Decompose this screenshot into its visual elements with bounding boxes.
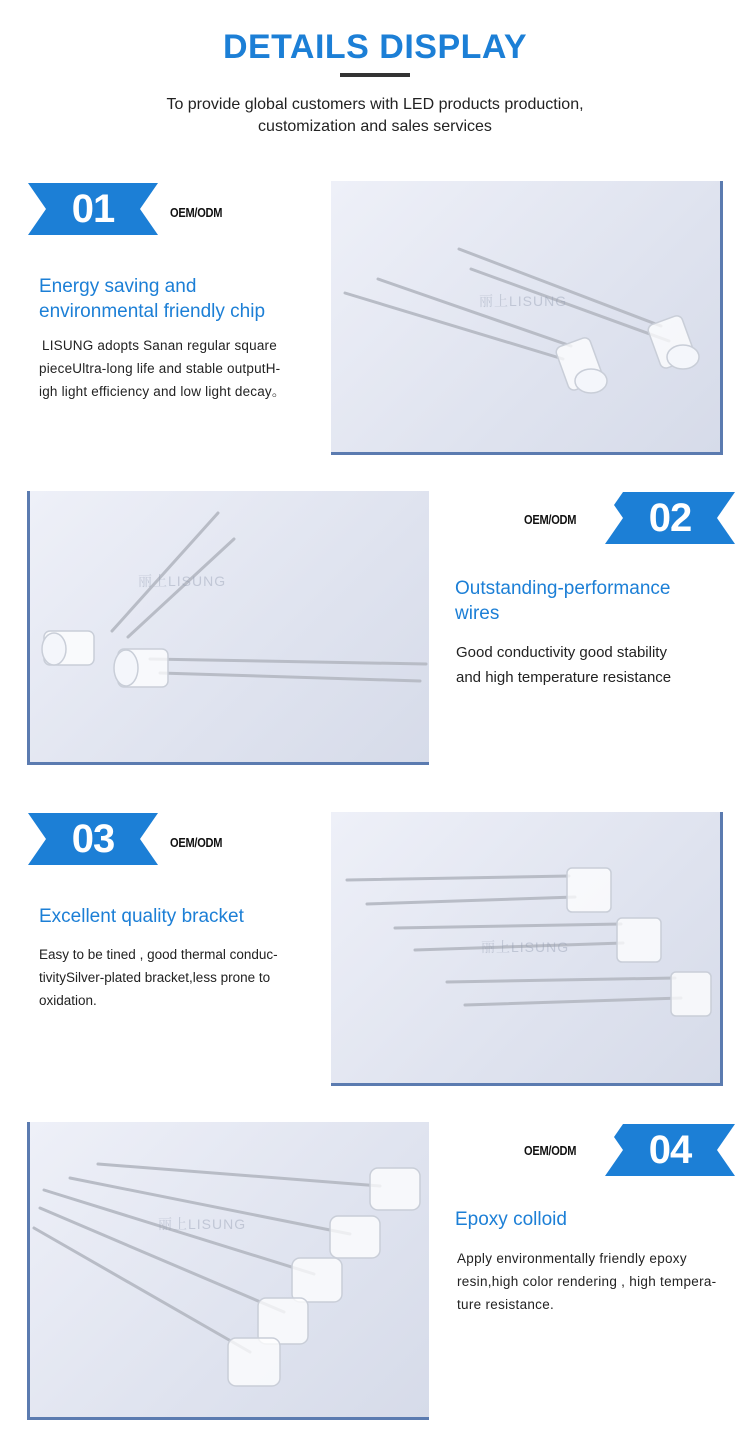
oem-odm-tag: OEM/ODM [170,205,223,220]
led-photo-02 [27,491,429,765]
section-number: 04 [648,1128,692,1172]
section-number: 02 [648,496,692,540]
section-heading [455,576,670,626]
section-02-badge [605,492,735,544]
section-04-badge [605,1124,735,1176]
subtitle-line-1: To provide global customers with LED products production, [166,96,584,113]
desc-line: tivitySilver-plated bracket,less prone to [39,970,271,985]
page-subtitle [0,94,750,138]
desc-line: and high temperature resistance [456,669,672,686]
desc-line: pieceUltra-long life and stable outputH- [39,361,281,376]
section-03-badge [28,813,158,865]
heading-line: wires [455,603,500,624]
desc-line: LISUNG adopts Sanan regular square [42,338,277,353]
section-description [457,1247,716,1316]
desc-line: Good conductivity good stability [456,644,667,661]
oem-odm-tag: OEM/ODM [524,1143,577,1158]
desc-line: resin,high color rendering , high tempera- [457,1274,717,1289]
section-heading [455,1207,567,1232]
watermark: 丽上LISUNG [138,573,227,589]
watermark: 丽上LISUNG [158,1216,247,1232]
desc-line: oxidation. [39,993,97,1008]
page-title: DETAILS DISPLAY [222,28,528,66]
led-illustration [30,491,429,762]
oem-odm-tag: OEM/ODM [524,512,577,527]
led-illustration [331,181,720,452]
section-description [39,943,278,1012]
section-heading [39,274,265,324]
heading-line: environmental friendly chip [39,301,266,322]
heading-line: Excellent quality bracket [39,906,244,927]
led-photo-03 [331,812,723,1086]
subtitle-line-2: customization and sales services [258,118,492,135]
watermark: 丽上LISUNG [479,293,568,309]
section-number: 03 [71,817,115,861]
desc-line: Apply environmentally friendly epoxy [457,1251,687,1266]
section-heading [39,904,244,929]
led-photo-04 [27,1122,429,1420]
heading-line: Energy saving and [39,276,197,297]
section-description [39,334,286,403]
section-description [456,640,671,690]
desc-line: Easy to be tined , good thermal conduc- [39,947,278,962]
heading-line: Epoxy colloid [455,1209,567,1230]
section-number: 01 [71,187,115,231]
heading-line: Outstanding-performance [455,578,671,599]
watermark: 丽上LISUNG [481,939,570,955]
desc-line: ture resistance. [457,1297,555,1312]
title-underline [340,73,410,77]
desc-line: igh light efficiency and low light decay。 [39,384,286,399]
oem-odm-tag: OEM/ODM [170,835,223,850]
led-photo-01 [331,181,723,455]
led-illustration [30,1122,429,1417]
section-01-badge [28,183,158,235]
